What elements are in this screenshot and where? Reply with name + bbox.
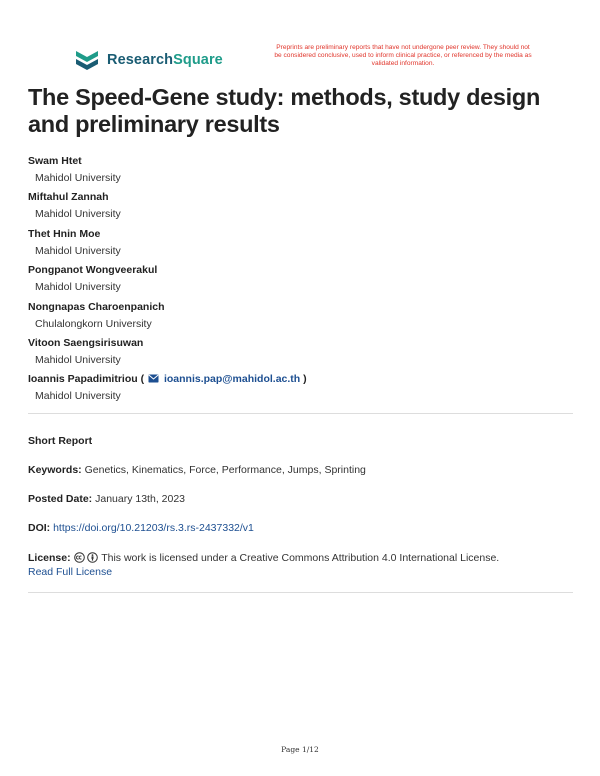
author-entry <box>28 191 568 227</box>
author-affiliation: Mahidol University <box>35 244 121 257</box>
author-name: Ioannis Papadimitriou <box>28 373 138 386</box>
article-type-label: Short Report <box>28 435 93 447</box>
logo-word-research: Research <box>107 52 174 68</box>
author-affiliation: Mahidol University <box>35 172 121 184</box>
author-affiliation: Mahidol University <box>35 390 121 403</box>
corresponding-author <box>28 373 568 386</box>
author-entry <box>28 337 568 373</box>
posted-date-value: January 13th, 2023 <box>95 493 186 505</box>
author-entry <box>28 228 568 264</box>
doi-link[interactable]: https://doi.org/10.21203/rs.3.rs-2437332/v1 <box>53 522 254 534</box>
author-entry <box>28 264 568 300</box>
page-number: Page 1/12 <box>281 745 319 754</box>
author-entry <box>28 155 568 191</box>
author-name: Swam Htet <box>28 155 82 167</box>
divider <box>28 592 573 593</box>
envelope-icon <box>148 374 159 383</box>
posted-date-row <box>28 492 573 506</box>
preprint-notice: Preprints are preliminary reports that have not undergone peer review. They should not be considered conclusive, used to inform clinical practice, or referenced by the media as validated information. <box>274 44 532 67</box>
author-name: Nongnapas Charoenpanich <box>28 300 165 313</box>
research-square-logo[interactable] <box>74 47 223 73</box>
author-entry <box>28 301 568 337</box>
author-affiliation: Mahidol University <box>35 208 121 221</box>
author-entry <box>28 373 568 409</box>
author-name: Thet Hnin Moe <box>28 227 101 240</box>
author-email-link[interactable]: ioannis.pap@mahidol.ac.th <box>163 373 301 386</box>
author-affiliation: Mahidol University <box>35 281 121 294</box>
creative-commons-icon <box>74 552 85 563</box>
license-label: License: <box>28 552 71 564</box>
author-affiliation: Mahidol University <box>35 353 121 366</box>
logo-word-square: Square <box>173 52 223 68</box>
email-close-paren: ) <box>303 373 307 386</box>
logo-text <box>107 52 223 68</box>
email-open-paren: ( <box>140 373 145 386</box>
keywords-value: Genetics, Kinematics, Force, Performance, Jumps, Sprinting <box>84 464 366 476</box>
divider <box>28 413 573 414</box>
author-affiliation: Chulalongkorn University <box>35 317 152 330</box>
license-text: This work is licensed under a Creative Commons Attribution 4.0 International License. <box>101 552 500 564</box>
keywords-row <box>28 463 573 477</box>
read-full-license-link[interactable]: Read Full License <box>28 566 113 578</box>
paper-title: The Speed-Gene study: methods, study design and preliminary results <box>28 84 541 137</box>
author-name: Miftahul Zannah <box>28 191 109 204</box>
keywords-label: Keywords: <box>28 464 82 476</box>
author-name: Vitoon Saengsirisuwan <box>28 336 144 349</box>
research-square-logo-icon <box>74 47 100 73</box>
license-row <box>28 551 573 579</box>
doi-row <box>28 521 573 535</box>
author-name: Pongpanot Wongveerakul <box>28 264 158 277</box>
attribution-icon <box>87 552 98 563</box>
doi-label: DOI: <box>28 522 51 534</box>
posted-date-label: Posted Date: <box>28 493 93 505</box>
author-list <box>28 155 568 410</box>
article-type <box>28 434 573 448</box>
header <box>74 44 574 80</box>
